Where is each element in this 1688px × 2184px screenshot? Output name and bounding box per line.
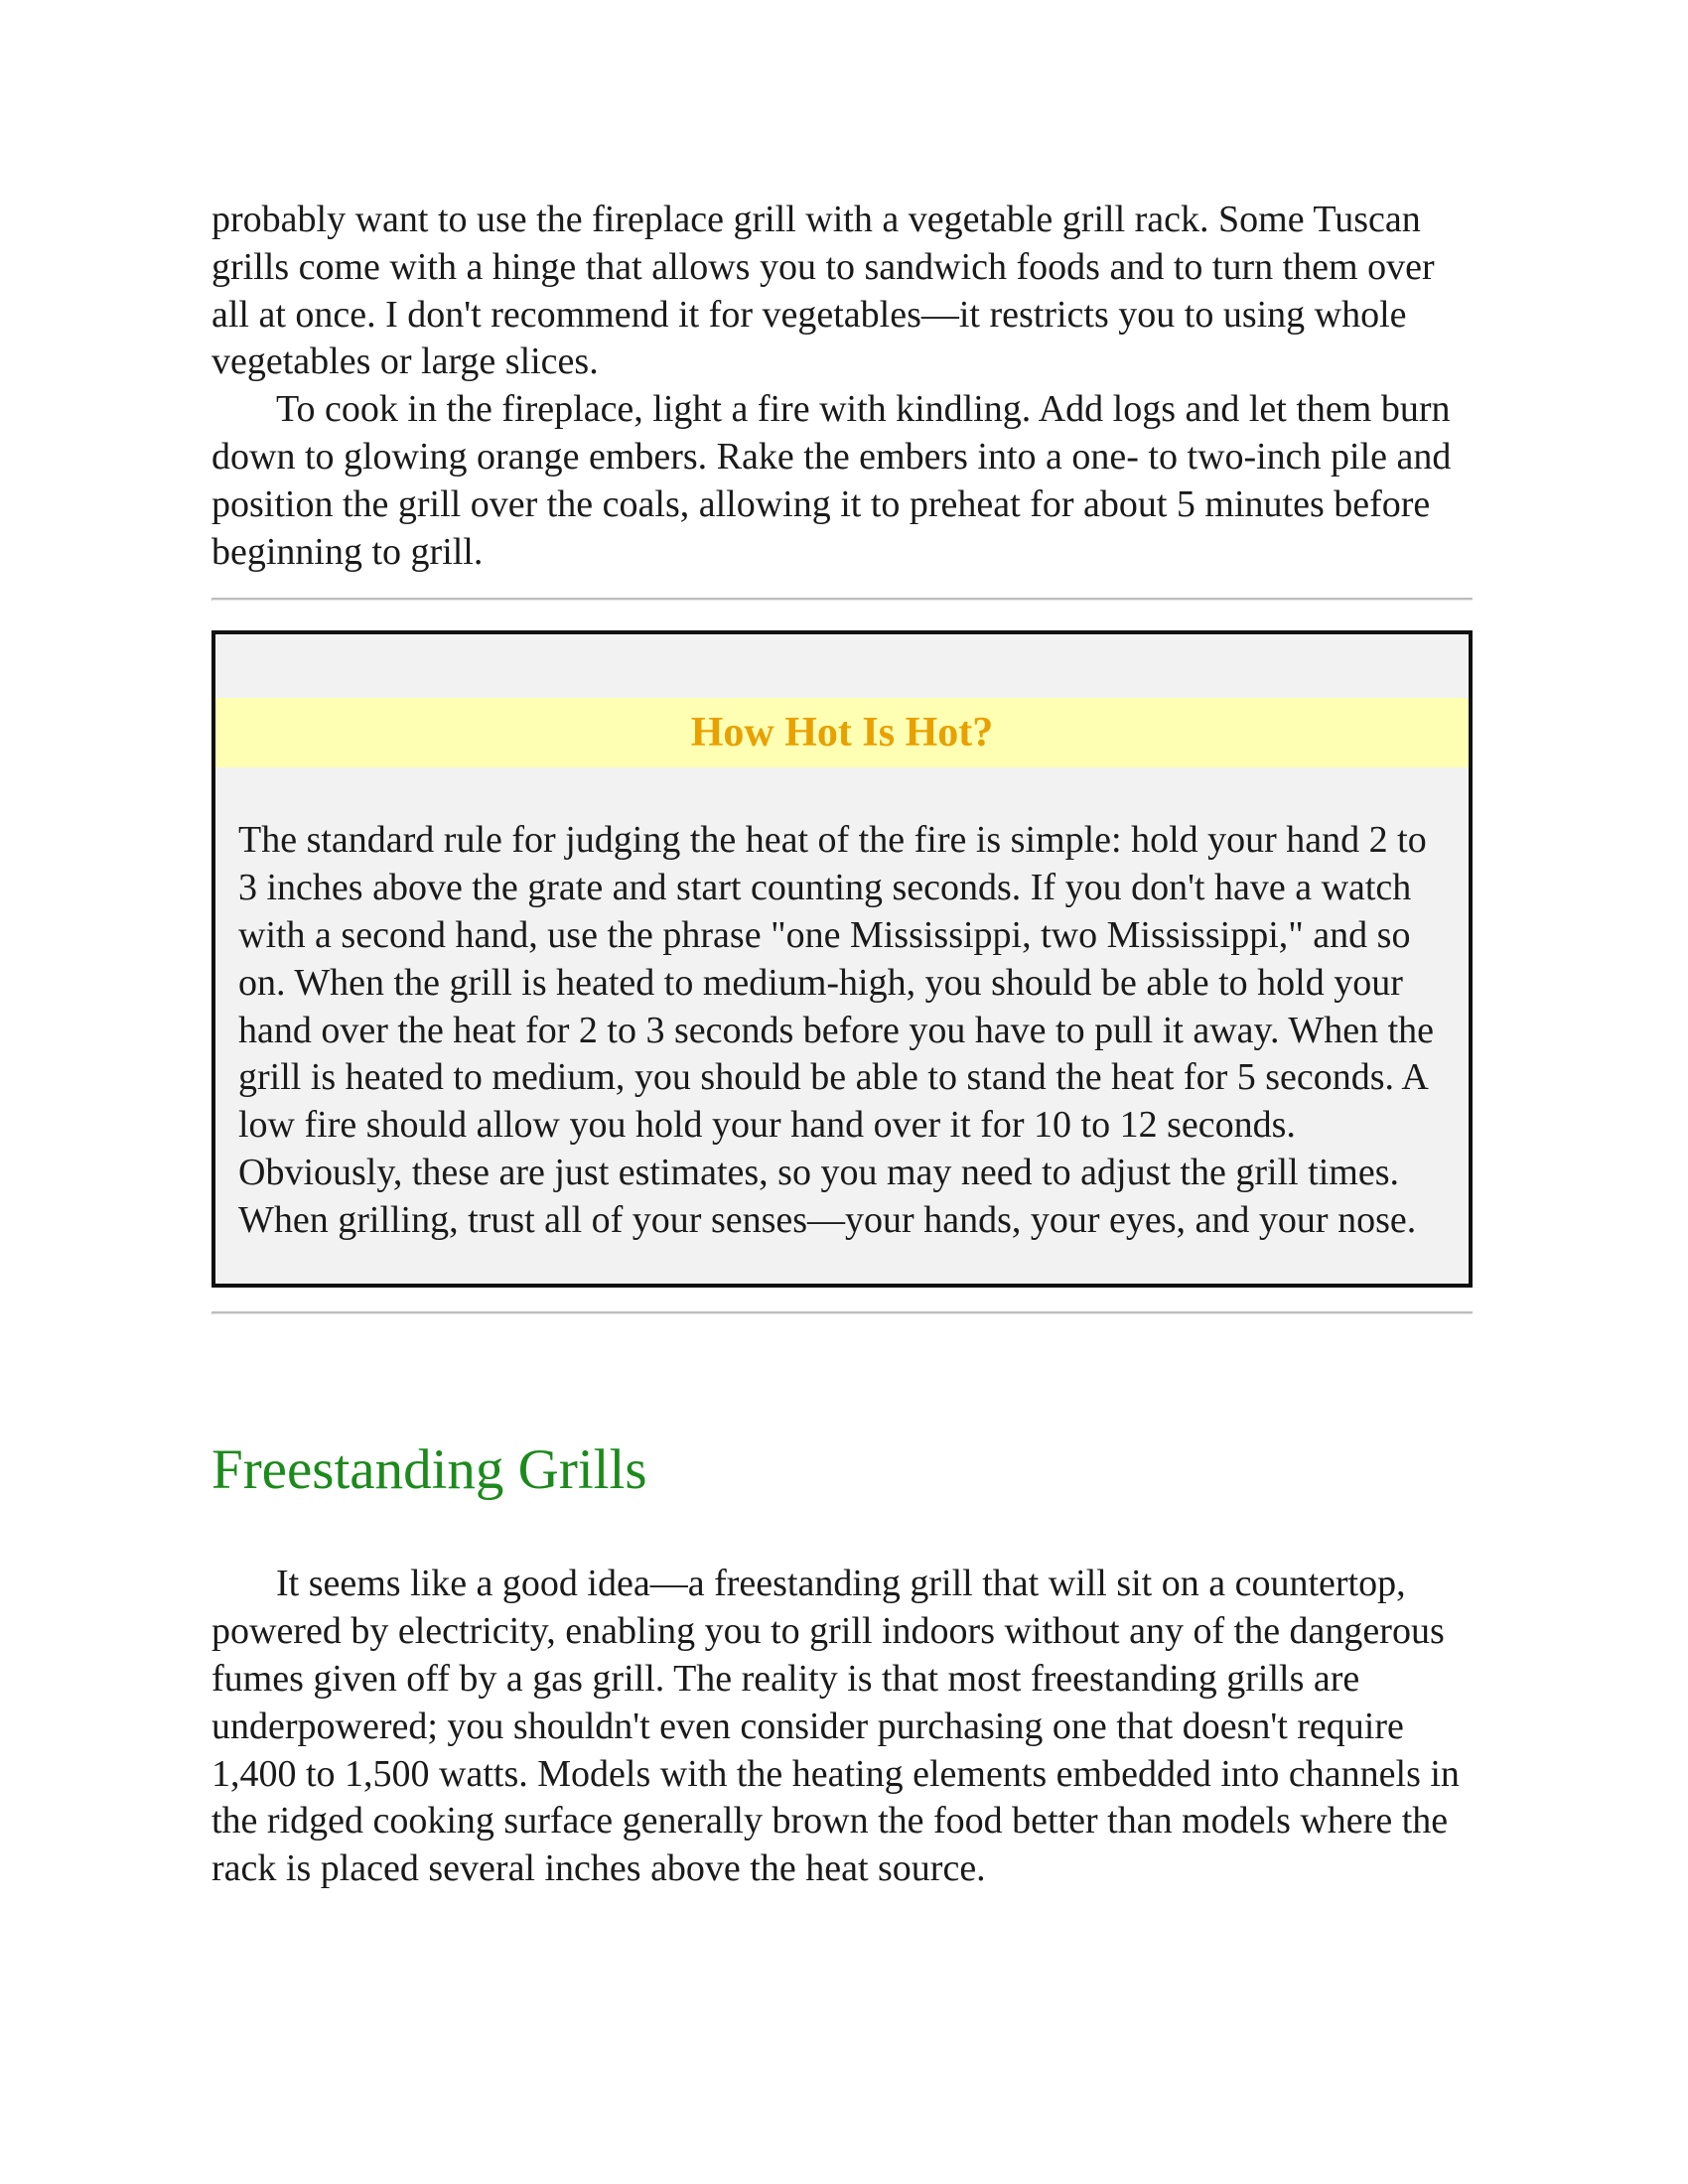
sidebar-body: The standard rule for judging the heat of the fire is simple: hold your hand 2 to 3 inches above the grate and start counting seconds. If you don't have a watch with a second hand, use the phrase "one Mississippi, two Mississippi," and so on. When the grill is heated to medium-high, you should be able to hold your hand over the heat for 2 to 3 seconds before you have to pull it away. When the grill is heated to medium, you should be able to stand the heat for 5 seconds. A low fire should allow you hold your hand over it for 10 to 12 seconds. Obviously, these are just estimates, so you may need to adjust the grill times. When grilling, trust all of your senses—your hands, your eyes, and your nose. [238,819,1435,1241]
sidebar-title: How Hot Is Hot? [690,710,994,756]
intro-paragraph-1: probably want to use the fireplace grill with a vegetable grill rack. Some Tuscan grills come with a hinge that allows you to sandwich foods and to turn them over all at once. I don't recommend it for vegetables—it restricts you to using whole vegetables or large slices. [211,199,1435,383]
intro-paragraph-2: To cook in the fireplace, light a fire with kindling. Add logs and let them burn down to glowing orange embers. Rake the embers into a one- to two-inch pile and position the grill over the coals, allowing it to preheat for about 5 minutes before beginning to grill. [211,388,1452,573]
sidebar-box [211,630,1473,1288]
horizontal-rule-top [211,598,1473,601]
sidebar-title-band [215,698,1469,767]
section-paragraph: It seems like a good idea—a freestanding grill that will sit on a countertop, powered by electricity, enabling you to grill indoors without any of the dangerous fumes given off by a gas grill. The reality is that most freestanding grills are underpowered; you shouldn't even consider purchasing one that doesn't require 1,400 to 1,500 watts. Models with the heating elements embedded into channels in the ridged cooking surface generally brown the food better than models where the rack is placed several inches above the heat source. [211,1563,1460,1890]
section-heading: Freestanding Grills [211,1438,647,1502]
horizontal-rule-bottom [211,1311,1473,1314]
document-page [211,197,1473,1893]
